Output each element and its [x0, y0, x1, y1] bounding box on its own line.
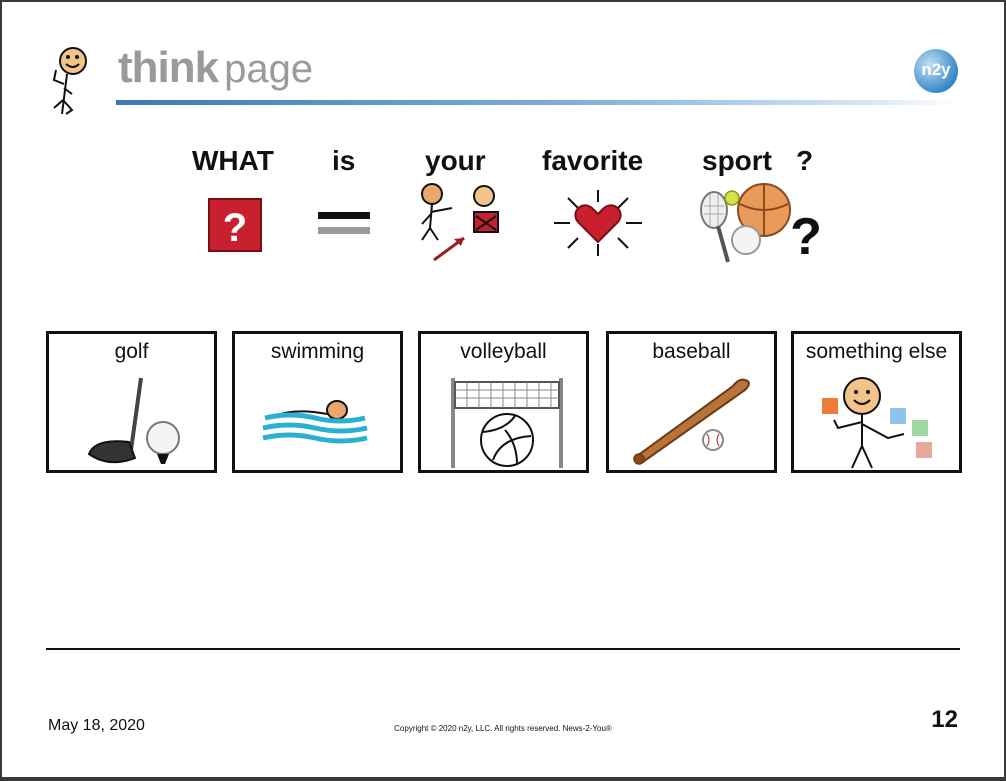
header-divider — [116, 100, 958, 105]
choice-card-swimming[interactable] — [232, 331, 403, 473]
page-number: 12 — [931, 706, 958, 733]
choice-label-swimming: swimming — [270, 340, 365, 363]
sports-balls-question-icon — [696, 182, 826, 264]
thinking-person-icon — [46, 44, 94, 116]
equals-icon — [318, 210, 370, 236]
footer-divider — [46, 648, 960, 650]
question-mark-box-icon — [208, 198, 262, 252]
svg-text:?: ? — [790, 208, 822, 264]
choice-card-something-else[interactable] — [791, 331, 962, 473]
choice-label-golf: golf — [114, 340, 149, 363]
footer-copyright: Copyright © 2020 n2y, LLC. All rights reserved. News-2-You® — [394, 724, 612, 733]
baseball-bat-icon — [609, 334, 774, 470]
golf-club-ball-icon — [49, 334, 214, 470]
question-word-what: WHAT — [192, 145, 274, 176]
footer-date: May 18, 2020 — [48, 717, 145, 734]
page-title — [118, 42, 313, 95]
heart-icon — [554, 188, 642, 258]
choice-card-volleyball[interactable] — [418, 331, 589, 473]
person-choosing-icon — [794, 334, 959, 470]
choice-label-volleyball: volleyball — [460, 340, 547, 363]
page-title-light: page — [224, 47, 314, 91]
svg-text:?: ? — [222, 206, 248, 250]
question-word-favorite: favorite — [542, 145, 644, 176]
question-word-sport: sport — [702, 145, 772, 176]
question-word-is: is — [332, 145, 356, 176]
swimmer-icon — [235, 334, 400, 470]
worksheet-page — [2, 2, 1004, 777]
page-title-bold: think — [118, 43, 219, 92]
question-word-mark: ? — [796, 145, 814, 176]
choice-label-baseball: baseball — [652, 340, 731, 363]
volleyball-net-icon — [421, 334, 586, 470]
choice-label-something-else: something else — [805, 340, 948, 363]
choice-card-baseball[interactable] — [606, 331, 777, 473]
choice-card-golf[interactable] — [46, 331, 217, 473]
logo-text: n2y — [921, 60, 951, 79]
your-pointing-people-icon — [416, 182, 506, 262]
question-word-your: your — [425, 145, 486, 176]
n2y-logo — [914, 49, 958, 93]
